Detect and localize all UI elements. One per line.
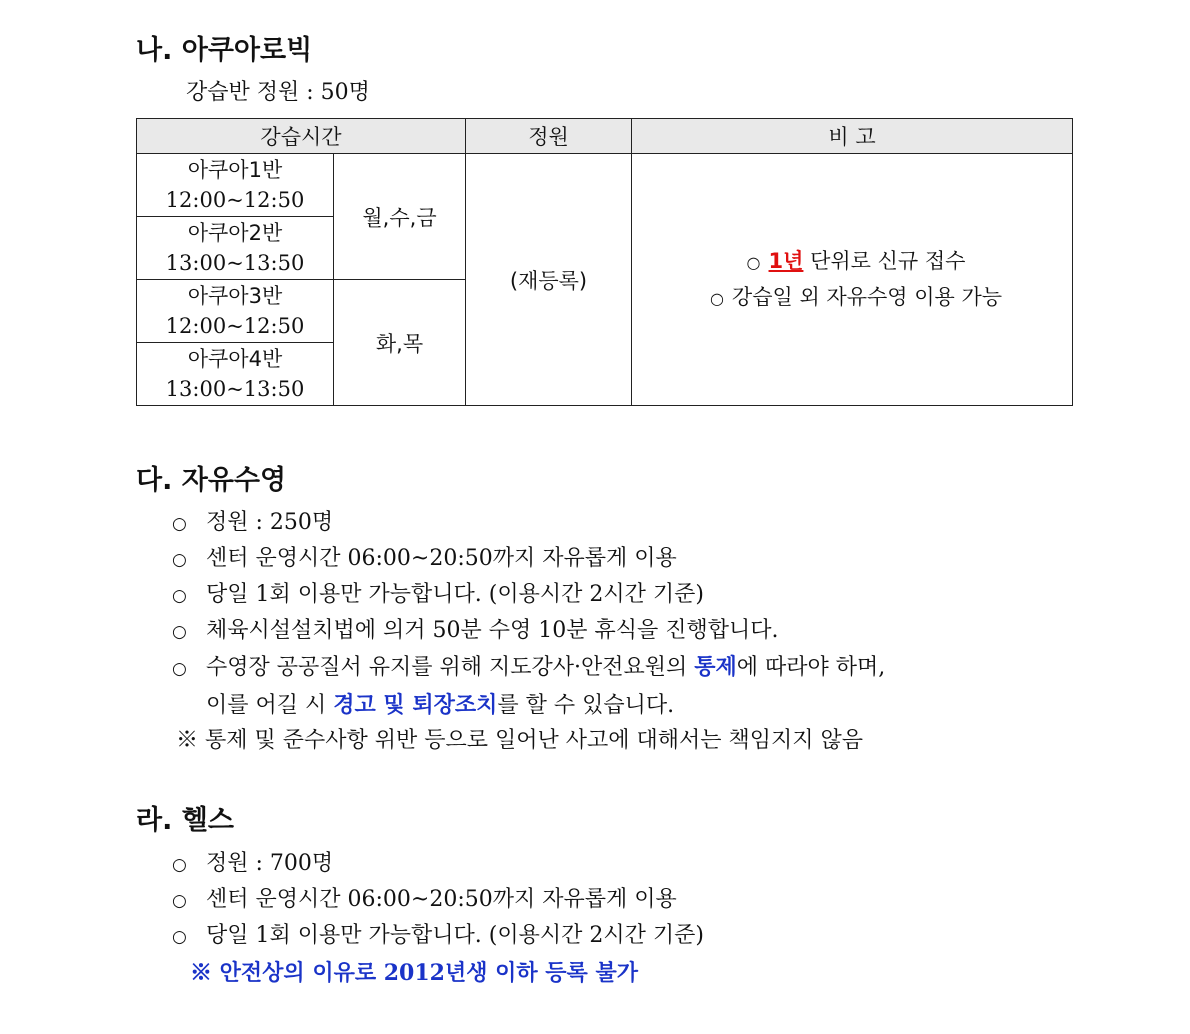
class-cell: [137, 154, 334, 217]
section-heading-aquarobic: 나. 아쿠아로빅: [136, 35, 313, 66]
remark-emphasis: 1년: [768, 248, 804, 273]
bullet-icon: ○: [172, 659, 187, 679]
class-capacity-line: 강습반 정원 : 50명: [186, 80, 370, 105]
emphasis-text: 통제: [694, 654, 737, 680]
class-cell: [137, 280, 334, 343]
list-item-text: 수영장 공공질서 유지를 위해 지도강사·안전요원의: [206, 655, 695, 680]
class-name: 아쿠아2반: [187, 221, 283, 245]
header-capacity: 정원: [466, 119, 632, 154]
list-item: [172, 849, 333, 880]
header-remarks: 비 고: [632, 119, 1073, 154]
bullet-icon: ○: [172, 514, 187, 534]
list-item: [172, 652, 885, 684]
class-time: 12:00~12:50: [165, 188, 305, 212]
list-item-text: 이를 어길 시: [206, 693, 334, 718]
list-item: [172, 921, 704, 952]
capacity-cell: (재등록): [466, 154, 632, 406]
class-time: 12:00~12:50: [165, 314, 305, 338]
bullet-icon: ○: [172, 891, 187, 911]
list-item-text: 센터 운영시간 06:00~20:50까지 자유롭게 이용: [206, 546, 677, 571]
bullet-icon: ○: [172, 927, 187, 947]
class-time: 13:00~13:50: [165, 377, 305, 401]
bullet-icon: ○: [172, 550, 187, 570]
list-item-text: 를 할 수 있습니다.: [497, 693, 675, 718]
header-class-time: 강습시간: [137, 119, 466, 154]
list-item-text: 당일 1회 이용만 가능합니다. (이용시간 2시간 기준): [206, 923, 704, 948]
list-item: [172, 544, 677, 575]
list-item-text: 체육시설설치법에 의거 50분 수영 10분 휴식을 진행합니다.: [206, 618, 779, 643]
bullet-icon: ○: [172, 622, 187, 642]
remark-text: 단위로 신규 접수: [803, 248, 966, 273]
list-item-text: 정원 : 700명: [206, 851, 334, 876]
bullet-icon: ○: [172, 855, 187, 875]
list-item-continuation: [206, 690, 674, 721]
remark-line: [632, 280, 1072, 316]
class-name: 아쿠아1반: [187, 158, 283, 182]
disclaimer-note: ※ 통제 및 준수사항 위반 등으로 일어난 사고에 대해서는 책임지지 않음: [176, 728, 863, 753]
bullet-icon: ○: [746, 252, 761, 272]
table-header-row: [137, 119, 1073, 154]
bullet-icon: ○: [709, 288, 724, 308]
class-cell: [137, 343, 334, 406]
section-heading-health: 라. 헬스: [136, 805, 234, 836]
days-cell: 월,수,금: [334, 154, 466, 280]
list-item-text: 에 따라야 하며,: [736, 655, 886, 680]
remark-text: 강습일 외 자유수영 이용 가능: [731, 284, 1003, 309]
class-cell: [137, 217, 334, 280]
section-heading-free-swim: 다. 자유수영: [136, 465, 287, 496]
list-item: [172, 508, 333, 539]
remark-line: [632, 244, 1072, 280]
class-name: 아쿠아3반: [187, 284, 283, 308]
class-name: 아쿠아4반: [187, 347, 283, 371]
list-item: [172, 885, 677, 916]
aquarobic-schedule-table: [136, 118, 1073, 406]
bullet-icon: ○: [172, 586, 187, 606]
days-cell: 화,목: [334, 280, 466, 406]
emphasis-text: 경고 및 퇴장조치: [333, 692, 498, 718]
list-item-text: 센터 운영시간 06:00~20:50까지 자유롭게 이용: [206, 887, 677, 912]
list-item: [172, 616, 779, 647]
remarks-cell: [632, 154, 1073, 406]
class-time: 13:00~13:50: [165, 251, 305, 275]
list-item-text: 당일 1회 이용만 가능합니다. (이용시간 2시간 기준): [206, 582, 704, 607]
list-item: [172, 580, 704, 611]
registration-note: ※ 안전상의 이유로 2012년생 이하 등록 불가: [190, 960, 638, 986]
list-item-text: 정원 : 250명: [206, 510, 334, 535]
table-row: [137, 154, 1073, 217]
